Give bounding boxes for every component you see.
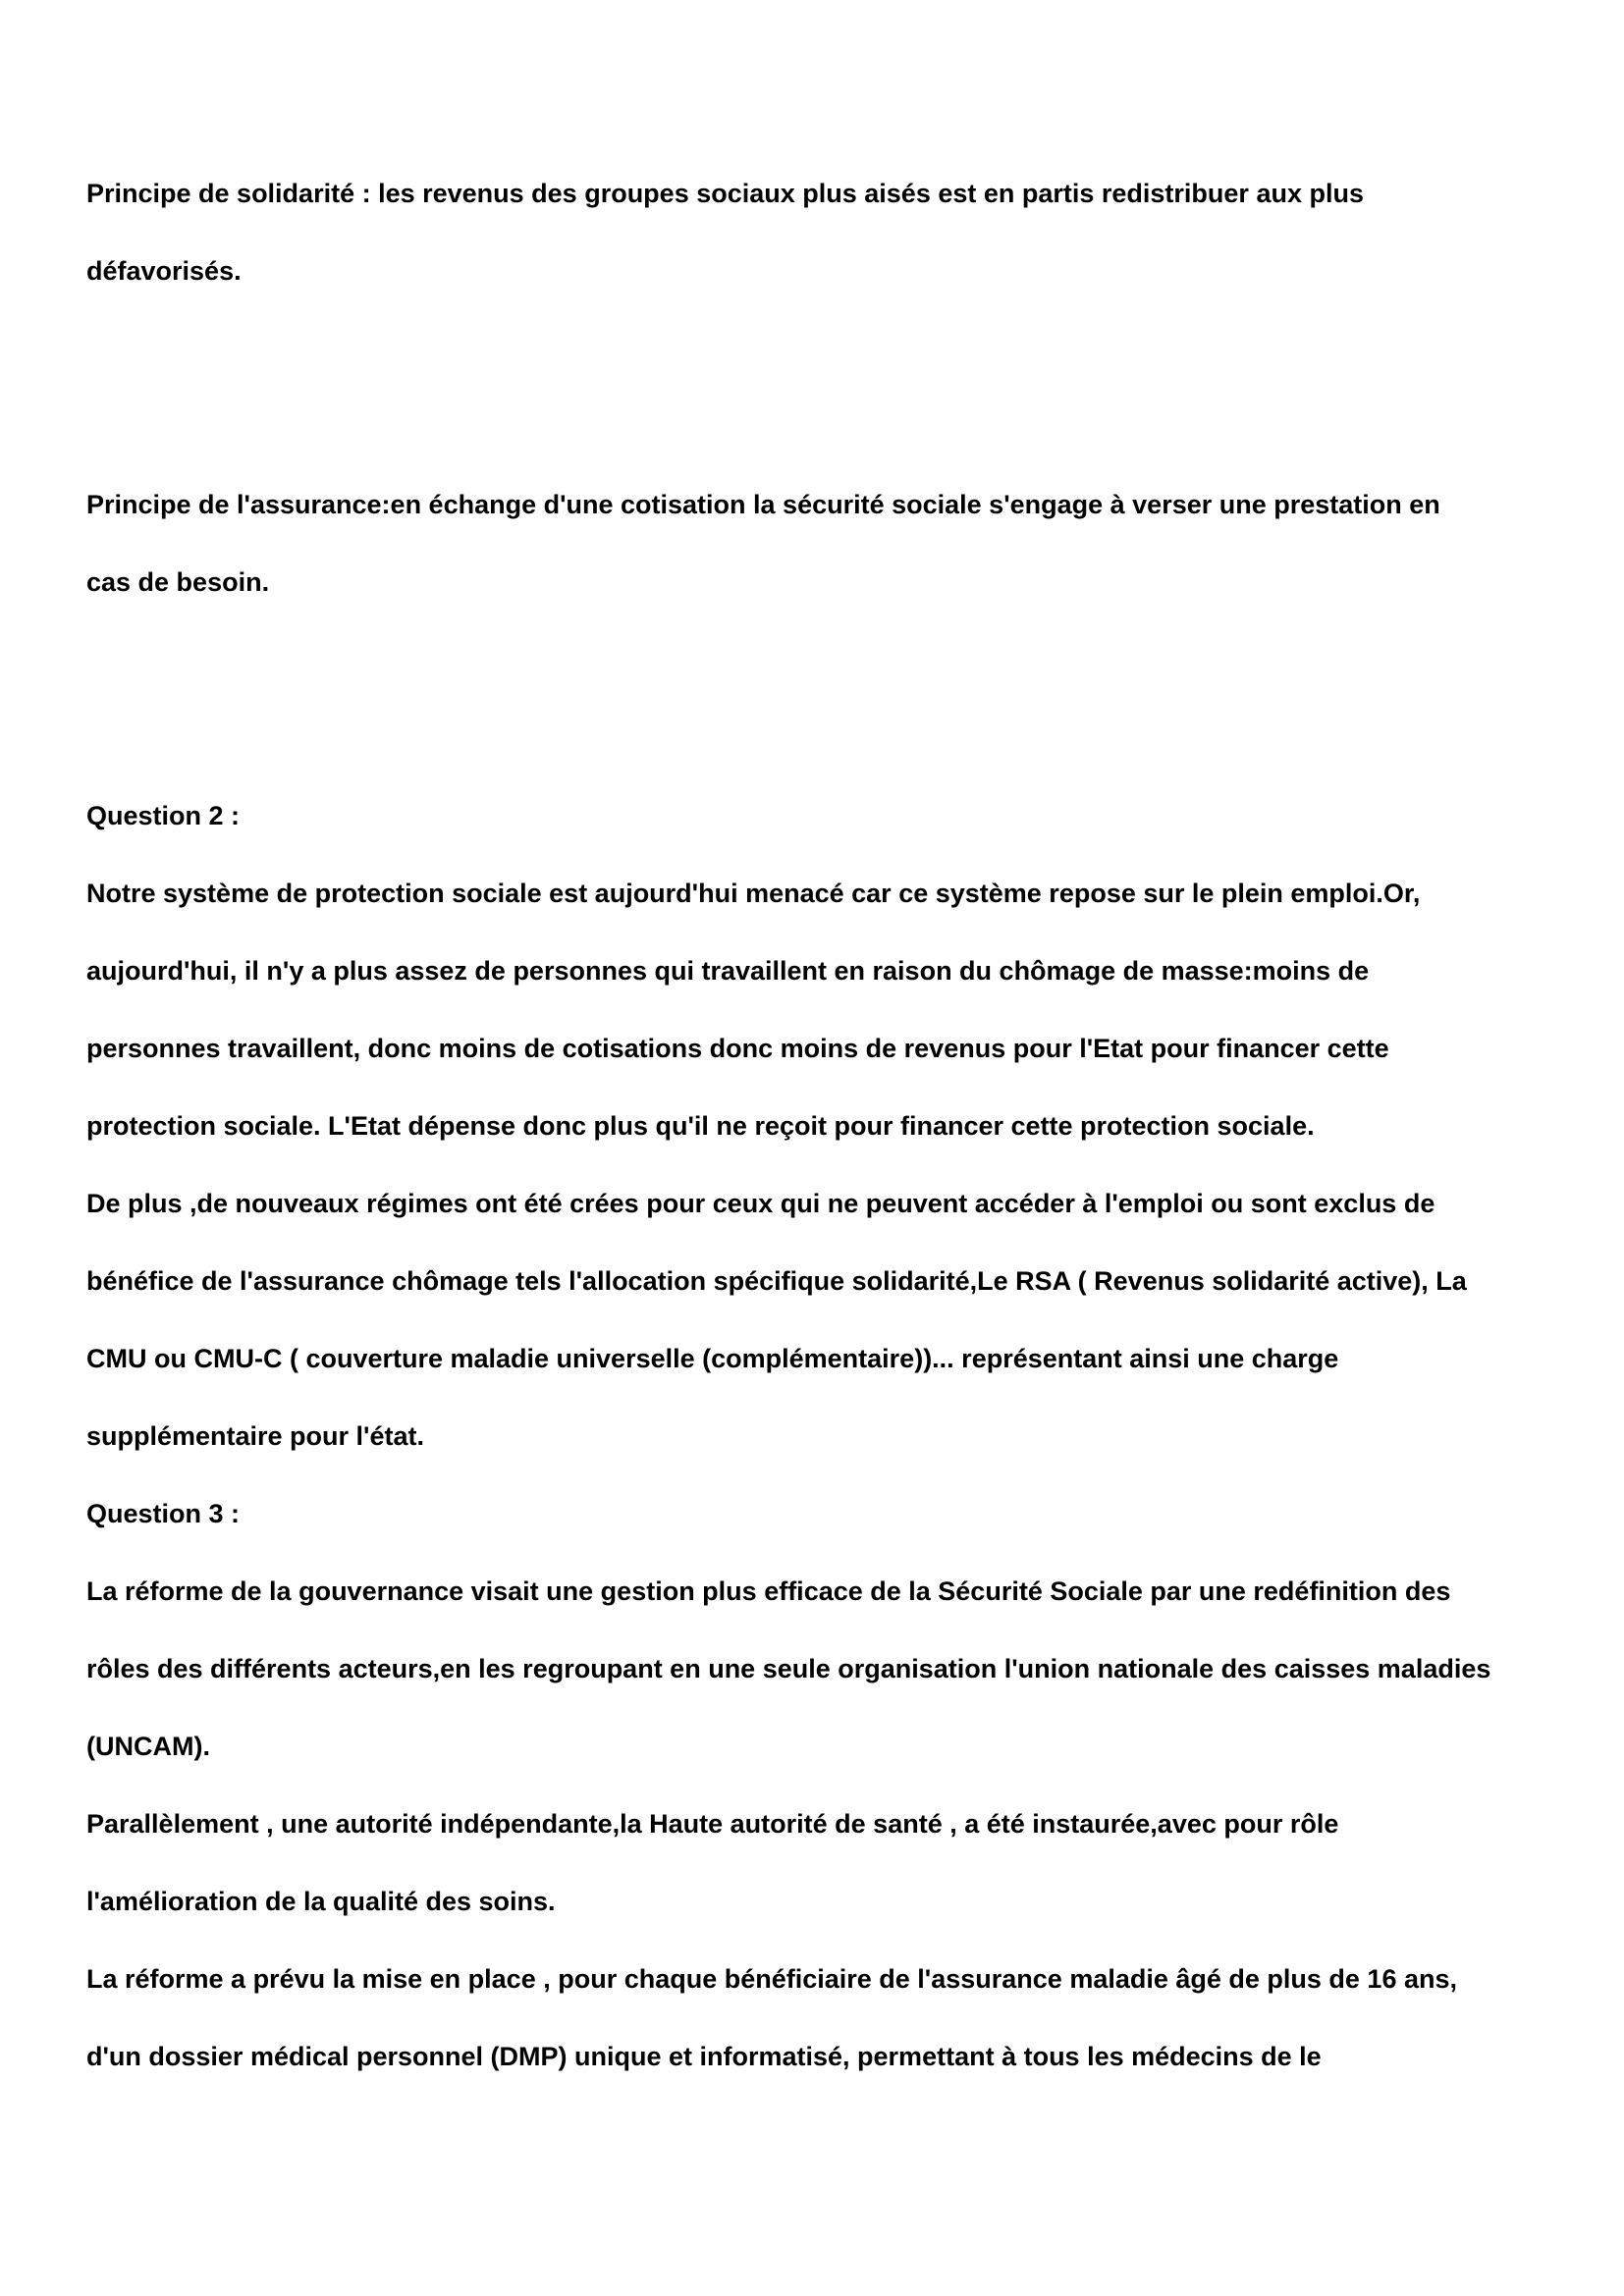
text-line: (UNCAM). xyxy=(86,1732,210,1761)
text-line: La réforme a prévu la mise en place , pour chaque bénéficiaire de l'assurance maladie âgé de plus de 16 ans, xyxy=(86,1964,1457,1994)
text-line: aujourd'hui, il n'y a plus assez de personnes qui travaillent en raison du chômage de masse:moins de xyxy=(86,956,1370,986)
text-line: Parallèlement , une autorité indépendante,la Haute autorité de santé , a été instaurée,avec pour rôle xyxy=(86,1809,1339,1839)
text-line: personnes travaillent, donc moins de cotisations donc moins de revenus pour l'Etat pour financer cette xyxy=(86,1034,1389,1063)
text-line: La réforme de la gouvernance visait une gestion plus efficace de la Sécurité Sociale par une redéfinition des xyxy=(86,1576,1451,1606)
text-line: Principe de l'assurance:en échange d'une cotisation la sécurité sociale s'engage à verser une prestation en xyxy=(86,490,1440,519)
question-heading: Question 3 : xyxy=(86,1499,241,1528)
text-line: CMU ou CMU-C ( couverture maladie universelle (complémentaire))... représentant ainsi une charge xyxy=(86,1344,1339,1373)
text-line: Notre système de protection sociale est aujourd'hui menacé car ce système repose sur le plein emploi.Or, xyxy=(86,879,1421,908)
text-line: défavorisés. xyxy=(86,256,242,286)
text-line: De plus ,de nouveaux régimes ont été crées pour ceux qui ne peuvent accéder à l'emploi ou sont exclus de xyxy=(86,1189,1435,1218)
question-heading: Question 2 : xyxy=(86,801,241,830)
text-line: l'amélioration de la qualité des soins. xyxy=(86,1887,556,1916)
text-line: rôles des différents acteurs,en les regroupant en une seule organisation l'union nationale des caisses maladies xyxy=(86,1654,1491,1683)
text-line: d'un dossier médical personnel (DMP) unique et informatisé, permettant à tous les médecins de le xyxy=(86,2042,1322,2071)
text-line: protection sociale. L'Etat dépense donc plus qu'il ne reçoit pour financer cette protection sociale. xyxy=(86,1111,1315,1141)
text-line: bénéfice de l'assurance chômage tels l'allocation spécifique solidarité,Le RSA ( Revenus solidarité active), La xyxy=(86,1266,1467,1296)
text-line: cas de besoin. xyxy=(86,567,270,597)
text-line: supplémentaire pour l'état. xyxy=(86,1421,424,1451)
text-line: Principe de solidarité : les revenus des groupes sociaux plus aisés est en partis redistribuer aux plus xyxy=(86,179,1364,208)
